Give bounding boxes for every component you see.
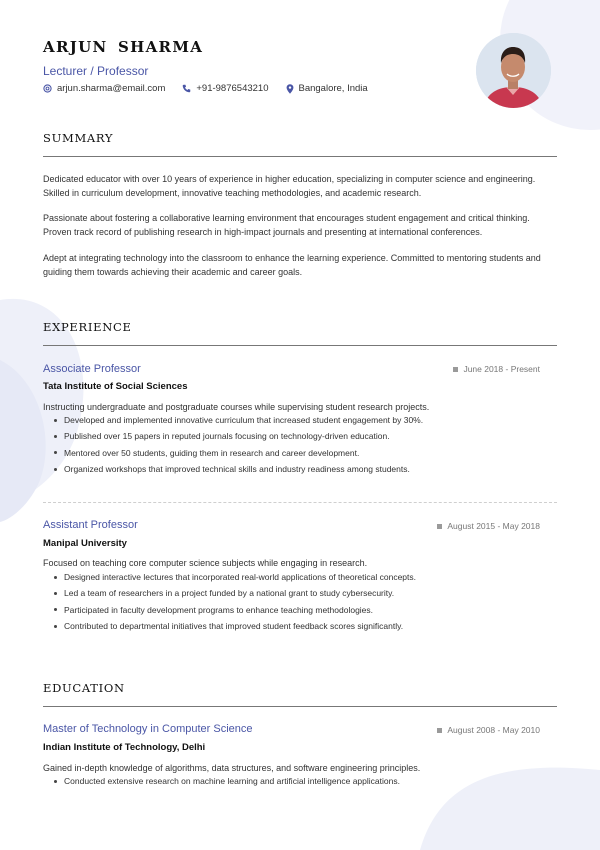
calendar-icon bbox=[437, 728, 442, 733]
achievement-item: Mentored over 50 students, guiding them in research and career development. bbox=[53, 445, 423, 461]
contact-location-text: Bangalore, India bbox=[298, 83, 368, 94]
contact-phone[interactable] bbox=[182, 83, 268, 94]
experience-heading: EXPERIENCE bbox=[43, 320, 132, 334]
achievement-item: Designed interactive lectures that incorporated real-world applications of theoretical concepts. bbox=[53, 569, 416, 585]
job-organization: Manipal University bbox=[43, 538, 127, 549]
job-description: Instructing undergraduate and postgraduate courses while supervising student research projects. bbox=[43, 402, 430, 412]
contact-email[interactable] bbox=[43, 83, 165, 94]
achievement-item: Led a team of researchers in a project funded by a national grant to study cybersecurity. bbox=[53, 585, 416, 601]
calendar-icon bbox=[437, 524, 442, 529]
candidate-role: Lecturer / Professor bbox=[43, 64, 149, 78]
education-dates bbox=[437, 725, 540, 735]
contact-location bbox=[286, 83, 368, 94]
profile-photo bbox=[476, 33, 551, 108]
degree-title: Master of Technology in Computer Science bbox=[43, 723, 253, 735]
education-divider bbox=[43, 706, 557, 707]
location-pin-icon bbox=[286, 84, 294, 94]
candidate-name: ARJUN SHARMA bbox=[43, 38, 204, 56]
phone-icon bbox=[182, 84, 191, 93]
job-separator bbox=[43, 502, 557, 503]
education-dates-text: August 2008 - May 2010 bbox=[447, 725, 540, 735]
achievement-item: Published over 15 papers in reputed journals focusing on technology-driven education. bbox=[53, 428, 423, 444]
at-sign-icon bbox=[43, 84, 52, 93]
job-dates-text: August 2015 - May 2018 bbox=[447, 521, 540, 531]
achievement-item: Conducted extensive research on machine learning and artificial intelligence applications. bbox=[53, 773, 400, 789]
job-title: Associate Professor bbox=[43, 363, 141, 375]
institution-name: Indian Institute of Technology, Delhi bbox=[43, 742, 206, 753]
job-organization: Tata Institute of Social Sciences bbox=[43, 381, 188, 392]
job-achievements bbox=[53, 412, 423, 478]
summary-paragraph: Passionate about fostering a collaborative learning environment that encourages student engagement and critical thinking. Proven track record of publishing research in high-impact journals and presenting at international conferences. bbox=[43, 213, 530, 237]
education-heading: EDUCATION bbox=[43, 681, 125, 695]
contact-info bbox=[43, 83, 385, 94]
profile-photo-illustration bbox=[476, 33, 551, 108]
job-achievements bbox=[53, 569, 416, 635]
education-achievements bbox=[53, 773, 400, 789]
summary-heading: SUMMARY bbox=[43, 131, 114, 145]
summary-paragraph: Adept at integrating technology into the classroom to enhance the learning experience. Committed to mentoring students and guiding them towards achieving their academic and career goals. bbox=[43, 253, 541, 277]
job-dates bbox=[437, 521, 540, 531]
experience-divider bbox=[43, 345, 557, 346]
job-dates-text: June 2018 - Present bbox=[463, 364, 540, 374]
education-description: Gained in-depth knowledge of algorithms, data structures, and software engineering principles. bbox=[43, 763, 421, 773]
job-title: Assistant Professor bbox=[43, 519, 138, 531]
summary-paragraph: Dedicated educator with over 10 years of experience in higher education, specializing in computer science and engineering. Skilled in curriculum development, innovative teaching methodologies, and academic research. bbox=[43, 174, 536, 198]
calendar-icon bbox=[453, 367, 458, 372]
achievement-item: Participated in faculty development programs to enhance teaching methodologies. bbox=[53, 602, 416, 618]
job-description: Focused on teaching core computer science subjects while engaging in research. bbox=[43, 558, 368, 568]
achievement-item: Developed and implemented innovative curriculum that increased student engagement by 30%. bbox=[53, 412, 423, 428]
achievement-item: Organized workshops that improved technical skills and industry readiness among students. bbox=[53, 461, 423, 477]
contact-email-text: arjun.sharma@email.com bbox=[57, 83, 166, 94]
summary-divider bbox=[43, 156, 557, 157]
job-dates bbox=[453, 364, 540, 374]
achievement-item: Contributed to departmental initiatives that improved student feedback scores significantly. bbox=[53, 618, 416, 634]
contact-phone-text: +91-9876543210 bbox=[196, 83, 269, 94]
